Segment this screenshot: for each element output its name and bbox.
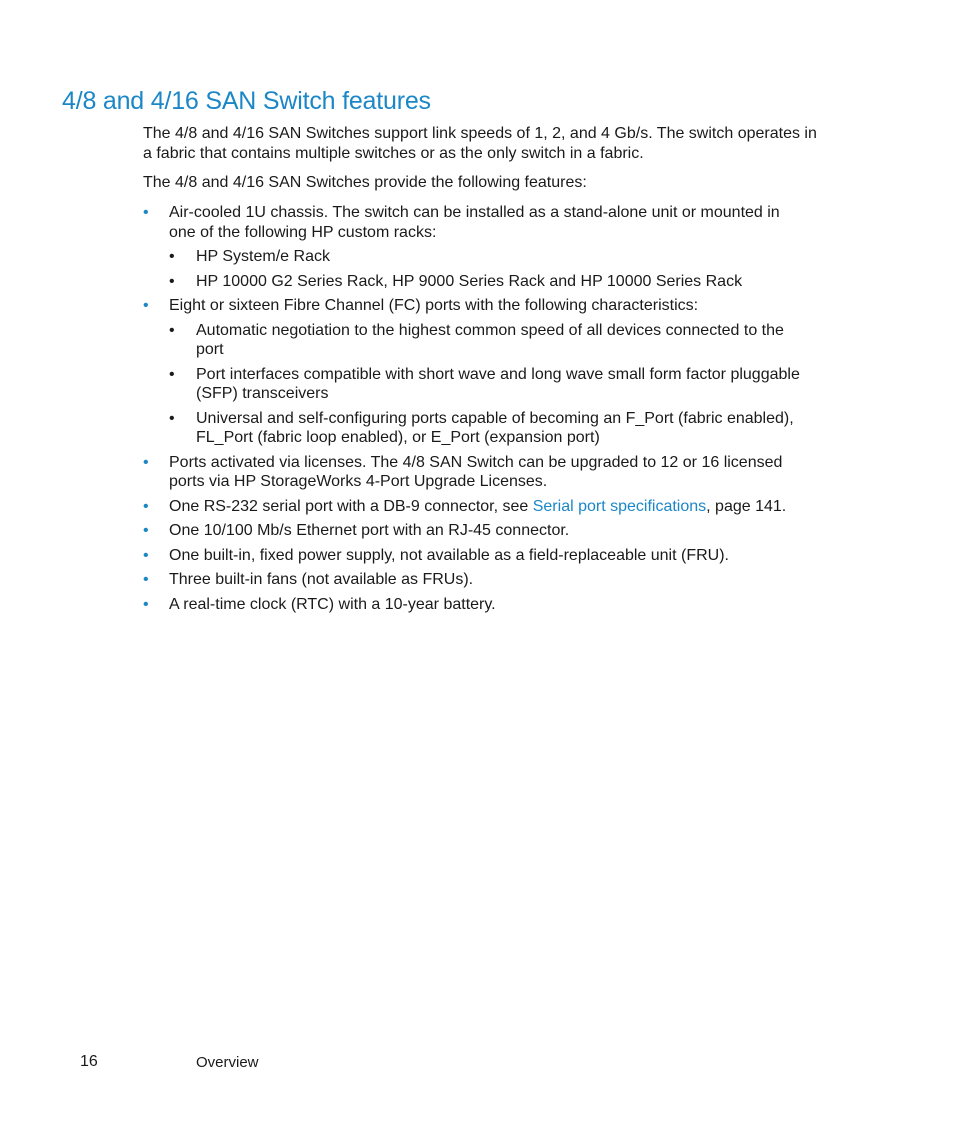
bullet-icon: • (169, 409, 175, 427)
bullet-icon: • (169, 365, 175, 383)
sub-item (169, 321, 803, 360)
sub-item-text: Universal and self-configuring ports capable of becoming an F_Port (fabric enabled), FL_Port (fabric loop enabled), or E_Port (expansion port) (196, 409, 794, 446)
bullet-icon: • (143, 453, 149, 471)
sub-item (169, 247, 803, 267)
sub-item (169, 409, 803, 448)
intro-paragraph: The 4/8 and 4/16 SAN Switches support link speeds of 1, 2, and 4 Gb/s. The switch operates in a fabric that contains multiple switches or as the only switch in a fabric. (143, 125, 817, 162)
feature-item-power-supply (143, 546, 803, 566)
feature-text: Eight or sixteen Fibre Channel (FC) ports with the following characteristics: (169, 297, 699, 314)
feature-text: Ports activated via licenses. The 4/8 SAN Switch can be upgraded to 12 or 16 licensed ports via HP StorageWorks 4-Port Upgrade Licenses. (169, 453, 783, 490)
sub-item-text: Automatic negotiation to the highest common speed of all devices connected to the port (196, 321, 784, 358)
feature-text: , page 141. (706, 497, 787, 515)
feature-text: Three built-in fans (not available as FRUs). (169, 571, 474, 588)
feature-list (143, 203, 803, 619)
footer-section-name: Overview (196, 1054, 259, 1071)
page-number: 16 (80, 1053, 98, 1070)
feature-text: One 10/100 Mb/s Ethernet port with an RJ-45 connector. (169, 522, 570, 539)
bullet-icon: • (143, 571, 149, 588)
port-characteristics-sublist (169, 321, 803, 448)
feature-item-fans (143, 570, 803, 590)
bullet-icon: • (143, 204, 149, 221)
features-lead-paragraph: The 4/8 and 4/16 SAN Switches provide the following features: (143, 174, 587, 191)
bullet-icon: • (143, 522, 149, 539)
feature-text: One RS-232 serial port with a DB-9 connector, see (169, 497, 533, 515)
feature-text: A real-time clock (RTC) with a 10-year battery. (169, 595, 496, 613)
feature-text: Air-cooled 1U chassis. The switch can be installed as a stand-alone unit or mounted in one of the following HP custom racks: (169, 204, 780, 241)
feature-item-clock (143, 595, 803, 615)
rack-sublist (169, 247, 803, 291)
feature-item-ethernet (143, 521, 803, 541)
sub-item-text: HP System/e Rack (196, 248, 330, 265)
sub-item (169, 272, 803, 292)
page-title: 4/8 and 4/16 SAN Switch features (62, 87, 431, 115)
sub-item (169, 365, 803, 404)
bullet-icon: • (143, 497, 149, 515)
feature-item-chassis (143, 203, 803, 291)
bullet-icon: • (169, 272, 175, 290)
bullet-icon: • (143, 297, 149, 314)
feature-item-licenses (143, 453, 803, 492)
bullet-icon: • (143, 595, 149, 613)
serial-port-specifications-link[interactable]: Serial port specifications (532, 497, 707, 515)
bullet-icon: • (169, 321, 175, 339)
feature-text: One built-in, fixed power supply, not available as a field-replaceable unit (FRU). (169, 546, 729, 564)
bullet-icon: • (143, 546, 149, 564)
bullet-icon: • (169, 248, 175, 265)
feature-item-serial-port (143, 497, 803, 517)
feature-item-fc-ports (143, 296, 803, 448)
sub-item-text: Port interfaces compatible with short wave and long wave small form factor pluggable (SFP) transceivers (196, 365, 800, 402)
sub-item-text: HP 10000 G2 Series Rack, HP 9000 Series Rack and HP 10000 Series Rack (196, 272, 743, 290)
